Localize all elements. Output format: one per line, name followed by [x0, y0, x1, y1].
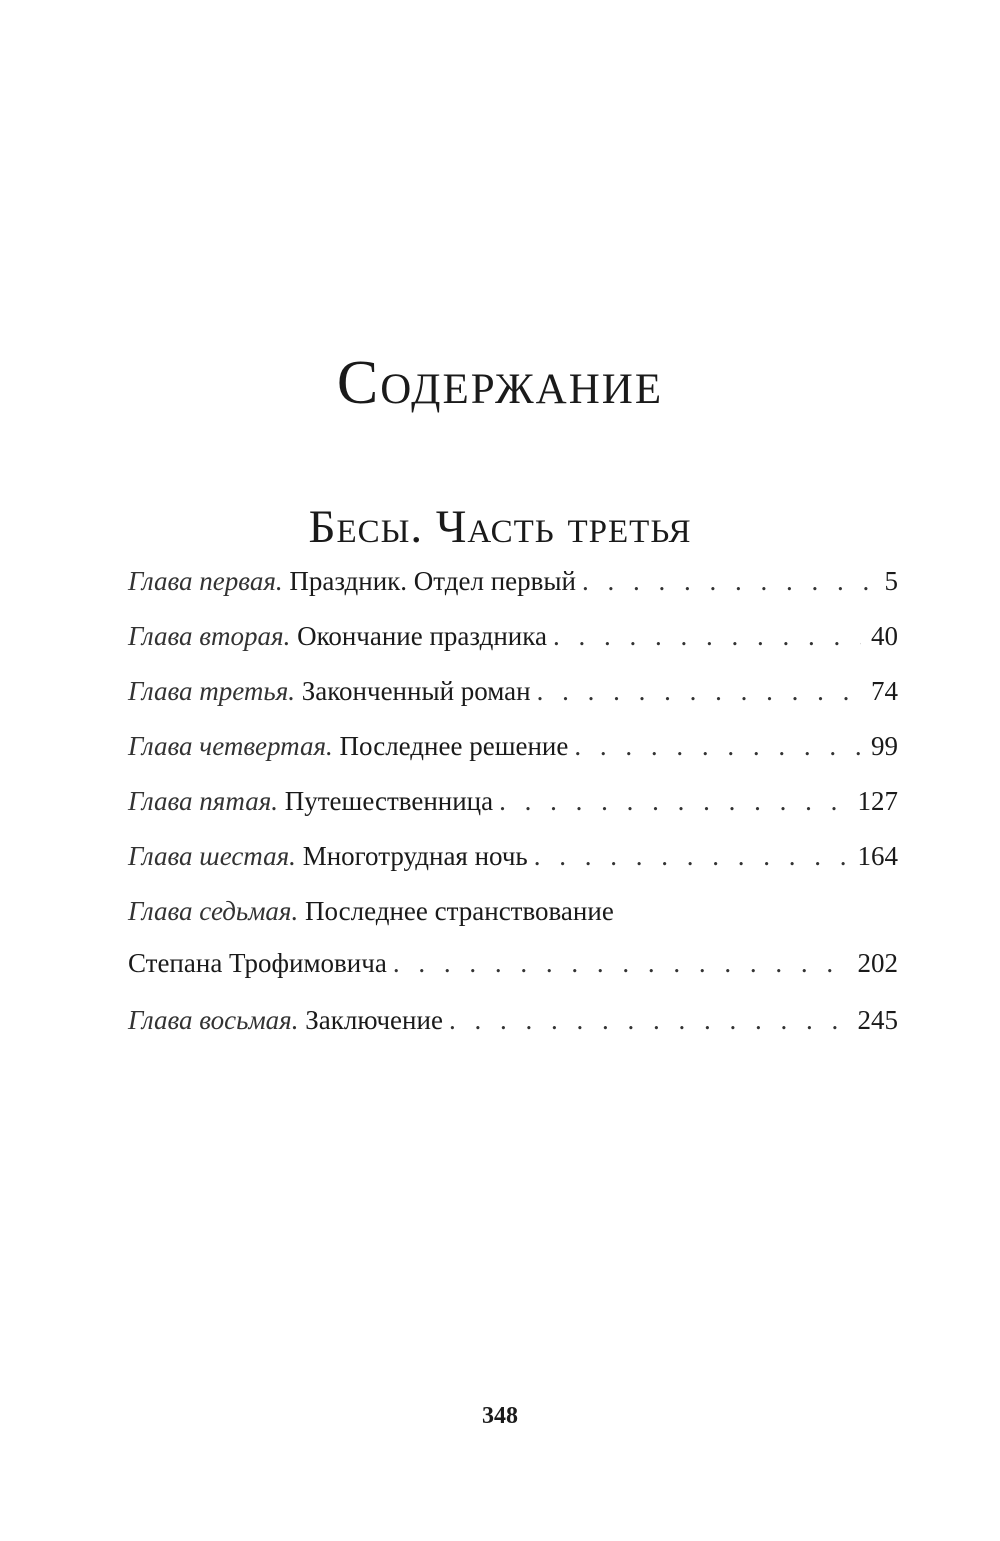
chapter-label: Глава пятая.: [128, 786, 278, 816]
chapter-title: Последнее странствование: [304, 896, 614, 926]
chapter-label: Глава третья.: [128, 676, 296, 706]
page-number: 245: [857, 1005, 898, 1035]
chapter-label: Глава первая.: [128, 566, 283, 596]
toc-entry: [128, 731, 898, 786]
dot-leader: [537, 676, 861, 707]
chapter-label: Глава вторая.: [128, 621, 291, 651]
page-number: 127: [857, 786, 898, 816]
part-title: Бесы. Часть третья: [308, 501, 692, 553]
chapter-label: Глава восьмая.: [128, 1005, 299, 1035]
chapter-title: Законченный роман: [301, 676, 531, 706]
dot-leader: [499, 786, 847, 817]
chapter-title: Последнее решение: [339, 731, 569, 761]
page-title: Содержание: [336, 349, 664, 417]
page-number: 74: [871, 676, 898, 706]
toc-entry: [128, 786, 898, 841]
chapter-title: Окончание праздника: [297, 621, 547, 651]
page-number: 99: [871, 731, 898, 761]
toc-entry: [128, 566, 898, 621]
chapter-label: Глава шестая.: [128, 841, 296, 871]
dot-leader: [582, 566, 875, 597]
page-number: 202: [857, 948, 898, 978]
folio-page-number: 348: [482, 1403, 518, 1429]
page-number: 164: [857, 841, 898, 871]
toc-entry-line: [128, 896, 898, 948]
chapter-title-continued: Степана Трофимовича: [128, 948, 387, 978]
page-number: 40: [871, 621, 898, 651]
dot-leader: [553, 621, 861, 652]
dot-leader: [393, 948, 848, 979]
toc-entry-line: [128, 948, 898, 979]
toc-entry: [128, 841, 898, 896]
chapter-title: Многотрудная ночь: [302, 841, 528, 871]
chapter-title: Праздник. Отдел первый: [289, 566, 576, 596]
dot-leader: [449, 1005, 848, 1036]
dot-leader: [534, 841, 848, 872]
page-number: 5: [884, 566, 898, 596]
chapter-label: Глава седьмая.: [128, 896, 299, 926]
toc-entry: [128, 896, 898, 1005]
toc-entry: [128, 621, 898, 676]
chapter-title: Заключение: [305, 1005, 443, 1035]
toc-entry: [128, 676, 898, 731]
chapter-title: Путешественница: [284, 786, 494, 816]
dot-leader: [574, 731, 861, 762]
table-of-contents: [128, 566, 898, 1060]
toc-entry: [128, 1005, 898, 1060]
chapter-label: Глава четвертая.: [128, 731, 333, 761]
